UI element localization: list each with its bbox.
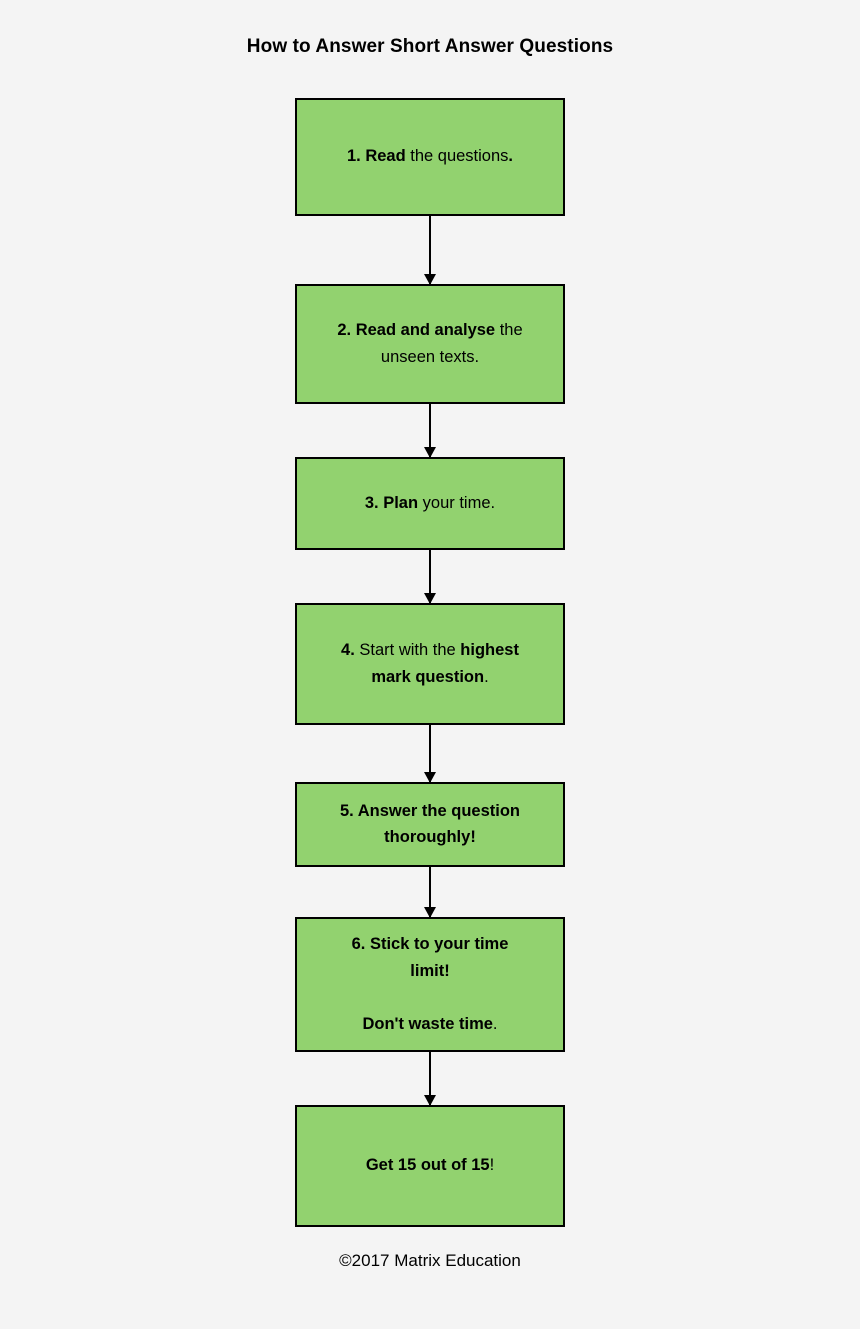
- node-text-line: mark question.: [371, 667, 489, 686]
- flowchart-node-step-3: [295, 457, 565, 550]
- node-text-line: thoroughly!: [384, 828, 476, 847]
- page-title: How to Answer Short Answer Questions: [246, 36, 614, 57]
- flowchart-node-step-5: [295, 782, 565, 867]
- flowchart-node-step-4: [295, 603, 565, 725]
- flow-arrow-step-6-to-result: [429, 1052, 431, 1105]
- flow-arrow-step-5-to-step-6: [429, 867, 431, 917]
- node-text-line: 2. Read and analyse the: [337, 321, 523, 340]
- node-text-line: [311, 984, 549, 1010]
- node-text-line: 5. Answer the question: [339, 801, 520, 820]
- node-text-line: 6. Stick to your time: [351, 935, 509, 954]
- node-text-line: 3. Plan your time.: [364, 493, 496, 512]
- flowchart-node-step-2: [295, 284, 565, 404]
- flow-arrow-step-4-to-step-5: [429, 725, 431, 782]
- node-text-line: 4. Start with the highest: [341, 641, 519, 660]
- flowchart-node-step-6: [295, 917, 565, 1052]
- flowchart-node-result: [295, 1105, 565, 1227]
- copyright-credit: ©2017 Matrix Education: [339, 1250, 521, 1270]
- flow-arrow-step-2-to-step-3: [429, 404, 431, 457]
- flow-arrow-step-1-to-step-2: [429, 216, 431, 284]
- node-text-line: limit!: [410, 961, 450, 980]
- flowchart-node-step-1: [295, 98, 565, 216]
- flow-arrow-step-3-to-step-4: [429, 550, 431, 603]
- node-text-line: 1. Read the questions.: [346, 147, 514, 166]
- flowchart-node-stack: [295, 98, 565, 1227]
- node-text-line: Get 15 out of 15!: [365, 1156, 495, 1175]
- node-text-line: unseen texts.: [380, 347, 480, 366]
- node-text-line: Don't waste time.: [362, 1014, 498, 1033]
